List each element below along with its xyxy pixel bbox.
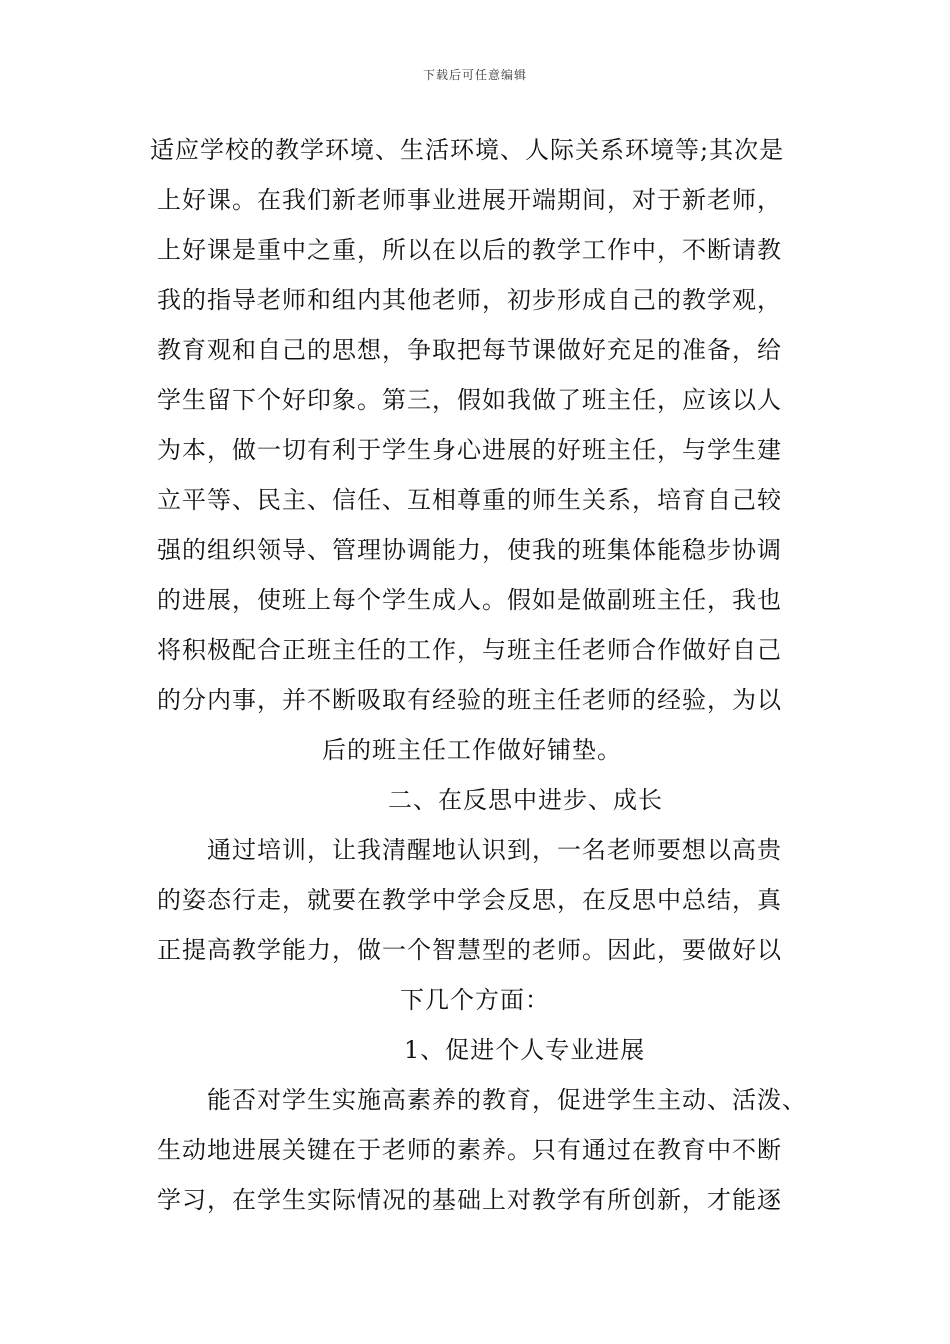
paragraph-first-line: 能否对学生实施高素养的教育，促进学生主动、活泼、	[207, 1086, 807, 1114]
body-line: 将积极配合正班主任的工作，与班主任老师合作做好自己	[157, 636, 782, 664]
body-line: 正提高教学能力，做一个智慧型的老师。因此，要做好以	[157, 936, 782, 964]
section-heading: 二、在反思中进步、成长	[388, 786, 663, 814]
body-line: 我的指导老师和组内其他老师，初步形成自己的教学观，	[157, 286, 782, 314]
body-line: 上好课是重中之重，所以在以后的教学工作中，不断请教	[157, 236, 782, 264]
body-line: 适应学校的教学环境、生活环境、人际关系环境等;其次是	[150, 136, 785, 164]
paragraph-first-line: 通过培训，让我清醒地认识到，一名老师要想以高贵	[207, 836, 782, 864]
body-line: 的姿态行走，就要在教学中学会反思，在反思中总结，真	[157, 886, 782, 914]
body-line: 强的组织领导、管理协调能力，使我的班集体能稳步协调	[157, 536, 782, 564]
body-line: 生动地进展关键在于老师的素养。只有通过在教育中不断	[157, 1136, 782, 1164]
page-header: 下载后可任意编辑	[422, 68, 527, 82]
body-line: 后的班主任工作做好铺垫。	[322, 736, 622, 764]
body-line: 立平等、民主、信任、互相尊重的师生关系，培育自己较	[157, 486, 782, 514]
body-line: 学生留下个好印象。第三，假如我做了班主任，应该以人	[157, 386, 782, 414]
body-line: 下几个方面：	[400, 986, 550, 1014]
body-line: 为本，做一切有利于学生身心进展的好班主任，与学生建	[157, 436, 782, 464]
subsection-heading: 1、促进个人专业进展	[404, 1036, 646, 1064]
body-line: 学习，在学生实际情况的基础上对教学有所创新，才能逐	[157, 1186, 782, 1214]
body-line: 的进展，使班上每个学生成人。假如是做副班主任，我也	[157, 586, 782, 614]
body-line: 的分内事，并不断吸取有经验的班主任老师的经验，为以	[157, 686, 782, 714]
body-line: 上好课。在我们新老师事业进展开端期间，对于新老师，	[157, 186, 782, 214]
body-line: 教育观和自己的思想，争取把每节课做好充足的准备，给	[157, 336, 782, 364]
